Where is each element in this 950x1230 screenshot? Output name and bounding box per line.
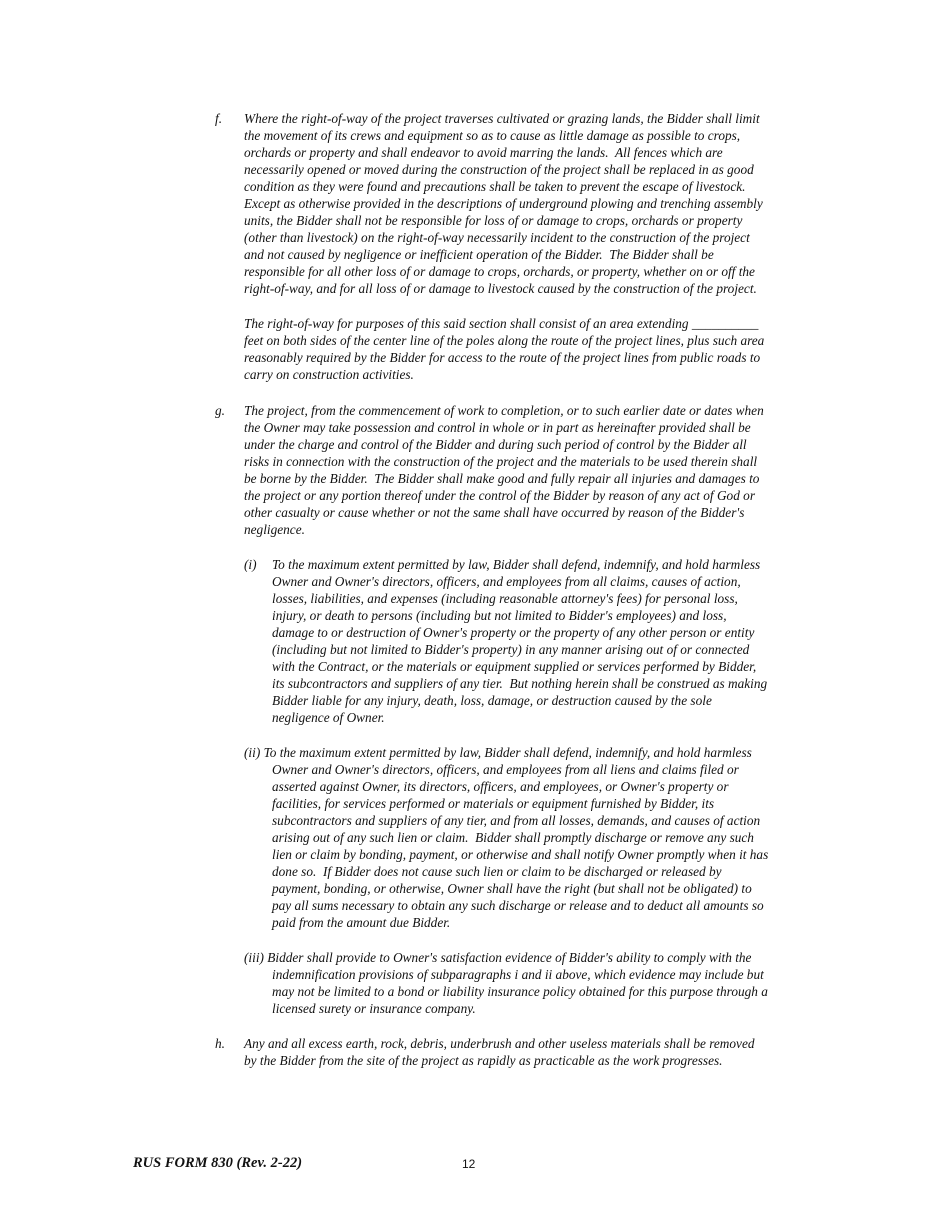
text-line: payment, bonding, or otherwise, Owner shall have the right (but shall not be obligated) to xyxy=(272,881,752,896)
text-line: (other than livestock) on the right-of-way necessarily incident to the construction of the project xyxy=(244,230,750,245)
text-line: indemnification provisions of subparagraphs i and ii above, which evidence may include but xyxy=(272,967,764,982)
subparagraph-ii xyxy=(272,761,768,931)
section-h-paragraph-1 xyxy=(244,1035,755,1069)
subparagraph-ii-first-line xyxy=(244,744,752,761)
subparagraph-i xyxy=(272,556,767,726)
page-number: 12 xyxy=(462,1157,476,1171)
text-line: (including but not limited to Bidder's property) in any manner arising out of or connected xyxy=(272,642,750,657)
subparagraph-iii xyxy=(272,966,768,1017)
text-line: responsible for all other loss of or damage to crops, orchards, or property, whether on or off the xyxy=(244,264,755,279)
text-line: by the Bidder from the site of the project as rapidly as practicable as the work progresses. xyxy=(244,1053,723,1068)
text-line: The right-of-way for purposes of this said section shall consist of an area extending __________ xyxy=(244,316,759,331)
text-line: licensed surety or insurance company. xyxy=(272,1001,476,1016)
text-line: subcontractors and suppliers of any tier, and from all losses, demands, and causes of action xyxy=(272,813,761,828)
text-line: Except as otherwise provided in the descriptions of underground plowing and trenching assembly xyxy=(244,196,763,211)
text-line: be borne by the Bidder. The Bidder shall make good and fully repair all injuries and damages to xyxy=(244,471,760,486)
text-line: carry on construction activities. xyxy=(244,367,414,382)
text-line: orchards or property and shall endeavor to avoid marring the lands. All fences which are xyxy=(244,145,723,160)
text-line: reasonably required by the Bidder for access to the route of the project lines from public roads to xyxy=(244,350,761,365)
text-line: (iii) Bidder shall provide to Owner's satisfaction evidence of Bidder's ability to comply with the xyxy=(244,950,752,965)
text-line: Bidder liable for any injury, death, loss, damage, or destruction caused by the sole xyxy=(272,693,712,708)
text-line: right-of-way, and for all loss of or damage to livestock caused by the construction of the project. xyxy=(244,281,757,296)
text-line: negligence. xyxy=(244,522,305,537)
text-line: Owner and Owner's directors, officers, and employees from all liens and claims filed or xyxy=(272,762,739,777)
section-f-paragraph-2 xyxy=(244,315,764,383)
text-line: lien or claim by bonding, payment, or otherwise and shall notify Owner promptly when it has xyxy=(272,847,769,862)
text-line: pay all sums necessary to obtain any such discharge or release and to deduct all amounts so xyxy=(272,898,764,913)
text-line: negligence of Owner. xyxy=(272,710,385,725)
text-line: Where the right-of-way of the project traverses cultivated or grazing lands, the Bidder shall limit xyxy=(244,111,760,126)
text-line: paid from the amount due Bidder. xyxy=(272,915,451,930)
text-line: (ii) To the maximum extent permitted by law, Bidder shall defend, indemnify, and hold harmless xyxy=(244,745,752,760)
section-f-marker: f. xyxy=(215,111,223,126)
text-line: done so. If Bidder does not cause such lien or claim to be discharged or released by xyxy=(272,864,722,879)
footer-form-id: RUS FORM 830 (Rev. 2-22) xyxy=(133,1155,303,1171)
section-g-paragraph-1 xyxy=(244,402,764,538)
text-line: the movement of its crews and equipment so as to cause as little damage as possible to crops, xyxy=(244,128,741,143)
text-line: necessarily opened or moved during the construction of the project shall be replaced in as good xyxy=(244,162,754,177)
text-line: To the maximum extent permitted by law, Bidder shall defend, indemnify, and hold harmless xyxy=(272,557,761,572)
text-line: feet on both sides of the center line of the poles along the route of the project lines, plus such area xyxy=(244,333,765,348)
text-line: the Owner may take possession and control in whole or in part as hereinafter provided shall be xyxy=(244,420,751,435)
section-h-marker: h. xyxy=(215,1036,225,1051)
text-line: arising out of any such lien or claim. Bidder shall promptly discharge or remove any such xyxy=(272,830,754,845)
text-line: units, the Bidder shall not be responsible for loss of or damage to crops, orchards or property xyxy=(244,213,743,228)
text-line: risks in connection with the construction of the project and the materials to be used therein shall xyxy=(244,454,758,469)
subparagraph-iii-first-line xyxy=(244,949,751,966)
text-line: facilities, for services performed or materials or equipment furnished by Bidder, its xyxy=(272,796,715,811)
text-line: its subcontractors and suppliers of any tier. But nothing herein shall be construed as making xyxy=(272,676,768,691)
text-line: damage to or destruction of Owner's property or the property of any other person or entity xyxy=(272,625,755,640)
text-line: and not caused by negligence or inefficient operation of the Bidder. The Bidder shall be xyxy=(244,247,714,262)
subparagraph-i-marker: (i) xyxy=(244,557,257,572)
text-line: The project, from the commencement of work to completion, or to such earlier date or dates when xyxy=(244,403,764,418)
text-line: may not be limited to a bond or liability insurance policy obtained for this purpose through a xyxy=(272,984,768,999)
text-line: losses, liabilities, and expenses (including reasonable attorney's fees) for personal loss, xyxy=(272,591,738,606)
text-line: under the charge and control of the Bidder and during such period of control by the Bidder all xyxy=(244,437,747,452)
text-line: the project or any portion thereof under the control of the Bidder by reason of any act of God or xyxy=(244,488,755,503)
section-g-marker: g. xyxy=(215,403,225,418)
text-line: condition as they were found and precautions shall be taken to prevent the escape of livestock. xyxy=(244,179,746,194)
text-line: asserted against Owner, its directors, officers, and employees, or Owner's property or xyxy=(272,779,729,794)
text-line: Owner and Owner's directors, officers, and employees from all claims, causes of action, xyxy=(272,574,741,589)
section-f-paragraph-1 xyxy=(244,110,763,297)
text-line: with the Contract, or the materials or equipment supplied or services performed by Bidder, xyxy=(272,659,757,674)
text-line: injury, or death to persons (including but not limited to Bidder's employees) and loss, xyxy=(272,608,727,623)
text-line: other casualty or cause whether or not the same shall have occurred by reason of the Bidder's xyxy=(244,505,745,520)
text-line: Any and all excess earth, rock, debris, underbrush and other useless materials shall be removed xyxy=(244,1036,755,1051)
